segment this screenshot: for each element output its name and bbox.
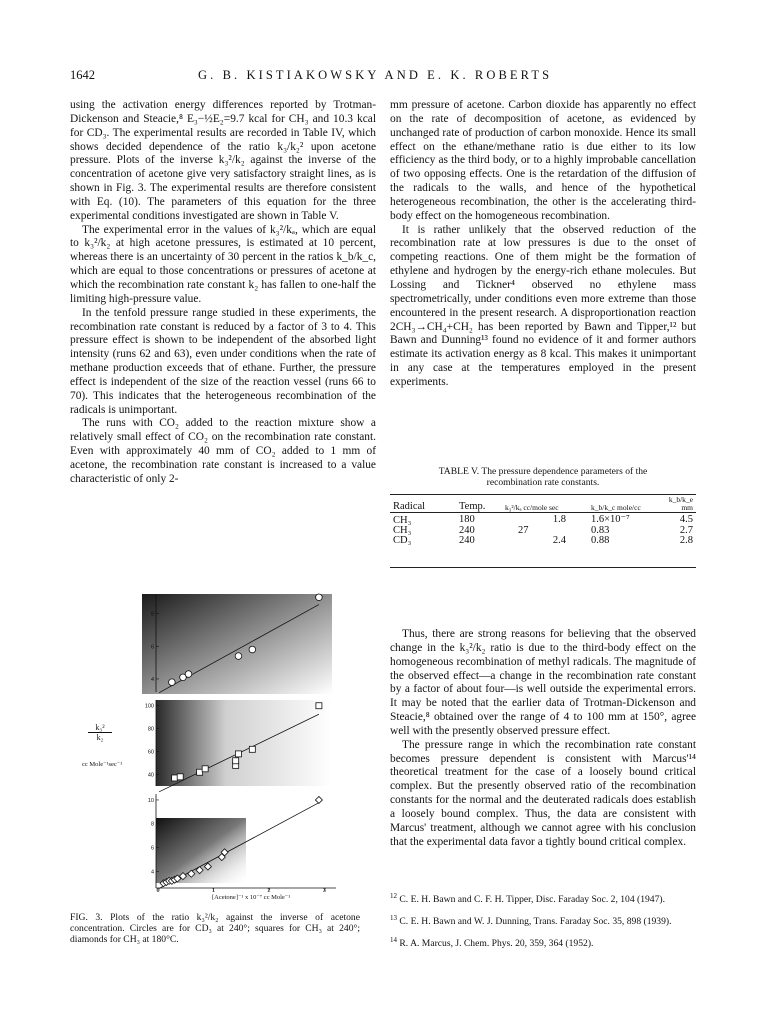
footnote-number: 12: [390, 891, 397, 900]
y-tick-label: 60: [147, 749, 154, 756]
table-cell: 1.8: [552, 513, 566, 525]
x-tick-label: 1: [211, 888, 216, 893]
panel-bottom-bg: [156, 818, 246, 883]
y-tick-label: 6: [150, 845, 154, 852]
right-column-top: [390, 99, 696, 390]
table-cell: 4.5: [679, 513, 693, 525]
table-title: [390, 466, 696, 488]
left-paragraph-3: In the tenfold pressure range studied in these experiments, the recombination rate constant is reduced by a factor of 3 to 4. This pressure effect is shown to be independent of the absorbed light intensity (runs 62 and 63), even under conditions when the rate of methane production exceeds that of ethane. Further, the pressure effect is independent of the size of the reaction vessel (runs 66 to 70). This indicates that the heterogeneous recombination of the radicals is unimportant.: [70, 306, 376, 416]
right-paragraph-1: mm pressure of acetone. Carbon dioxide has apparently no effect on the rate of decomposition of acetone, as evidenced by unchanged rate of production of carbon monoxide. Hence its small effect on the ethane/methane ratio is due either to its low efficiency as the third body, or to a highly improbable cancellation of two opposing effects. One is the retardation of the diffusion of the radicals to the walls, and hence of the hypothetical heterogeneous recombination, the other is the accelerating third-body effect on the homogeneous recombination.: [390, 99, 696, 222]
left-column: [70, 99, 376, 487]
data-point-diamond: [315, 796, 322, 803]
data-point-square: [316, 703, 322, 709]
page-header: [0, 68, 768, 84]
y-label-fraction: [88, 723, 112, 742]
y-tick-label: 10: [147, 797, 154, 804]
table-row: [390, 513, 696, 527]
table-title-line1: TABLE V. The pressure dependence parameters of the: [438, 466, 648, 477]
right-column-bottom: [390, 628, 696, 850]
footnote-text: C. E. H. Bawn and W. J. Dunning, Trans. Faraday Soc. 35, 898 (1939).: [399, 916, 672, 927]
y-tick-label: 4: [150, 869, 154, 876]
left-paragraph-1: using the activation energy differences reported by Trotman-Dickenson and Steacie,⁸ E₃−½E₂=9.7 kcal for CH₃ and 10.3 kcal for CD₃. The experimental results are recorded in Table IV, which shows decided dependence of the ratio k₃/k₂² upon acetone pressure. Plots of the inverse k₃²/k₂ against the inverse of the concentration of acetone give very satisfactory straight lines, as is shown in Fig. 3. The experimental results are therefore consistent with Eq. (10). The parameters of this equation for the three experimental conditions investigated are shown in Table V.: [70, 99, 376, 222]
table-header-cell: k₃²/kₐ cc/mole sec: [502, 496, 588, 513]
table-header-cell: Temp.: [456, 496, 502, 513]
data-point-square: [197, 769, 203, 775]
table-cell: CD₃: [393, 535, 412, 546]
page-number: 1642: [70, 68, 95, 82]
table-cell: 1.6×10⁻⁷: [591, 513, 630, 525]
left-paragraph-4: The runs with CO₂ added to the reaction mixture show a relatively small effect of CO₂ on the recombination rate constant. Even with approximately 40 mm of CO₂ added to 1 mm of acetone, the recombination rate constant is increased to a value characteristic of only 2-: [70, 417, 376, 485]
footnote-12: [390, 891, 696, 906]
footnote-number: 14: [390, 935, 397, 944]
table-top-rule: [390, 494, 696, 495]
table-cell: 240: [459, 535, 475, 546]
y-tick-label: 8: [150, 611, 154, 618]
figure-3-plot: [130, 588, 360, 893]
x-tick-label: 2: [267, 888, 271, 893]
data-point-circle: [316, 594, 323, 601]
table-row: [390, 526, 696, 536]
x-tick-label: 3: [322, 888, 326, 893]
y-tick-label: 4: [150, 676, 154, 683]
table-bottom-rule: [390, 567, 696, 568]
table-header-cell: k_b/k_e mm: [664, 496, 696, 513]
right-paragraph-2: It is rather unlikely that the observed reduction of the recombination rate at low pressures is due to the onset of competing reactions. One of them might be the formation of ethylene and hydrogen by the energy-rich ethane molecules. But Lossing and Tickner⁴ observed no ethylene mass spectrometrically, under conditions even more extreme than those encountered in the present research. A disproportionation reaction 2CH₃→CH₄+CH₂ has been reported by Bawn and Tipper,¹² but Bawn and Dunning¹³ found no evidence of it and former authors estimate its activation energy as 8 kcal. This makes it unimportant in any case at the temperatures employed in the present experiments.: [390, 223, 696, 388]
table-cell: 2.7: [679, 525, 693, 536]
table-header-cell: Radical: [390, 496, 456, 513]
table-cell: 0.83: [591, 525, 610, 536]
running-head: G. B. KISTIAKOWSKY AND E. K. ROBERTS: [198, 68, 553, 82]
y-label-top: k₃²: [88, 723, 112, 733]
data-point-circle: [235, 653, 242, 660]
table-row: [390, 536, 696, 546]
table-cell: 27: [518, 525, 529, 536]
table-header-cell: k_b/k_c mole/cc: [588, 496, 664, 513]
data-point-circle: [185, 671, 192, 678]
footnote-14: [390, 935, 696, 950]
data-point-square: [235, 751, 241, 757]
panel-middle-bg: [156, 700, 332, 786]
data-point-circle: [169, 679, 176, 686]
footnote-13: [390, 913, 696, 928]
footnote-number: 13: [390, 913, 397, 922]
y-tick-label: 6: [150, 644, 154, 651]
data-point-square: [177, 774, 183, 780]
left-paragraph-2: The experimental error in the values of k₃²/kₐ, which are equal to k₃²/k₂ at high acetone pressures, is estimated at 10 percent, whereas there is an uncertainty of 30 percent in the ratios k_b/k_c, which are equal to those concentrations or pressures of acetone at which the recombination rate constant k₂ has fallen to one-half the limiting high-pressure value.: [70, 223, 376, 305]
right-paragraph-4: The pressure range in which the recombination rate constant becomes pressure dependent is consistent with Marcus'¹⁴ theoretical treatment for the case of a loosely bound critical complex. But the presently observed ratio of the recombination constants for the normal and the deuterated radicals does establish a loosely bound complex. Thus, the data are consistent with Marcus' treatment, although we cannot agree with his conclusion that the experimental data favor a tightly bound critical complex.: [390, 738, 696, 848]
y-units: cc Mole⁻¹sec⁻¹: [82, 761, 123, 768]
y-tick-label: 8: [150, 821, 154, 828]
footnote-text: R. A. Marcus, J. Chem. Phys. 20, 359, 364 (1952).: [399, 938, 594, 949]
table-cell: 180: [459, 513, 475, 525]
table-cell: CH₃: [393, 515, 412, 526]
y-label-bottom: k₂: [96, 733, 104, 742]
data-point-square: [249, 746, 255, 752]
data-point-square: [172, 775, 178, 781]
right-paragraph-3: Thus, there are strong reasons for believing that the observed change in the k₃²/k₂ ratio is due to the third-body effect on the homogeneous recombination of methyl radicals. The magnitude of the observed effect—a change in the recombination rate constant by a factor of about four—is well outside the experimental errors. It may be noted that the earlier data of Trotman-Dickenson and Steacie,⁸ obtained over the range of 4 to 100 mm at 150°, agree well with the presently observed pressure effect.: [390, 628, 696, 737]
table-cell: 0.88: [591, 535, 610, 546]
y-tick-label: 40: [147, 772, 154, 779]
data-point-circle: [249, 646, 256, 653]
table-v: [390, 496, 696, 546]
table-cell: 2.8: [679, 535, 693, 546]
table-cell: CH₃: [393, 525, 412, 536]
figure-caption: FIG. 3. Plots of the ratio k₃²/k₂ against the inverse of acetone concentration. Circles are for CD₃ at 240°; squares for CH₃ at 240°; diamonds for CH₃ at 180°C.: [70, 912, 360, 945]
footnote-text: C. E. H. Bawn and C. F. H. Tipper, Disc. Faraday Soc. 2, 104 (1947).: [399, 894, 665, 905]
table-cell: 240: [459, 525, 475, 536]
table-cell: 2.4: [552, 535, 566, 546]
y-tick-label: 80: [147, 726, 154, 733]
table-title-line2: recombination rate constants.: [486, 477, 600, 488]
table-header-row: [390, 496, 696, 513]
x-tick-label: 0: [156, 888, 160, 893]
data-point-square: [202, 766, 208, 772]
y-tick-label: 100: [144, 703, 154, 710]
x-axis-label: [Acetone]⁻¹ x 10⁻⁷ cc Mole⁻¹: [212, 894, 291, 901]
data-point-square: [233, 758, 239, 764]
